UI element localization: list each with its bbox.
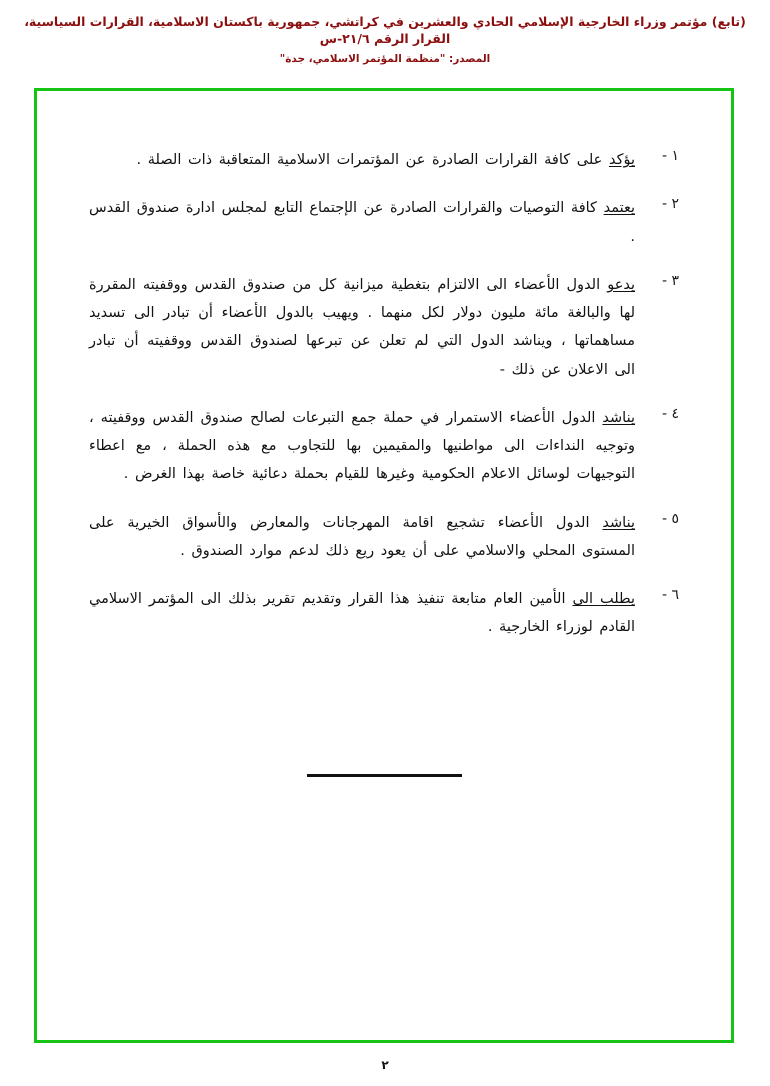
clause-number: ٦ - <box>661 587 679 604</box>
clause-item <box>89 585 679 642</box>
clause-number: ٣ - <box>661 272 679 289</box>
clause-lead-verb: يناشد <box>602 514 635 531</box>
clause-item <box>89 404 679 489</box>
clause-number: ١ - <box>661 148 679 164</box>
end-of-text-rule <box>37 774 731 777</box>
clause-lead-verb: يؤكد <box>608 152 635 168</box>
clause-rest-text: على كافة القرارات الصادرة عن المؤتمرات الاسلامية المتعاقبة ذات الصلة . <box>136 152 609 168</box>
clause-list <box>89 146 679 662</box>
header-source: المصدر: "منظمة المؤتمر الاسلامي، جدة" <box>279 52 491 65</box>
clause-number: ٥ - <box>661 510 679 527</box>
clause-lead-verb: يطلب الى <box>572 591 635 608</box>
page-number: ٢ <box>381 1058 389 1072</box>
clause-item <box>89 271 679 384</box>
clause-item <box>89 194 679 251</box>
document-header <box>0 14 770 65</box>
clause-rest-text: الدول الأعضاء تشجيع اقامة المهرجانات والمعارض والأسواق الخيرية على المستوى المحلي والاسلامي على أن يعود ريع ذلك لدعم موارد الصندوق . <box>89 514 635 559</box>
clause-lead-verb: يدعو <box>607 276 635 293</box>
clause-item <box>89 146 679 174</box>
clause-body <box>89 509 635 566</box>
horizontal-rule <box>307 774 462 777</box>
clause-body <box>89 271 635 384</box>
clause-rest-text: الأمين العام متابعة تنفيذ هذا القرار وتقديم تقرير بذلك الى المؤتمر الاسلامي القادم لوزراء الخارجية . <box>89 591 635 636</box>
clause-number: ٢ - <box>661 196 679 213</box>
clause-lead-verb: يعتمد <box>603 200 635 217</box>
clause-number: ٤ - <box>661 405 679 422</box>
clause-body <box>89 146 635 174</box>
clause-lead-verb: يناشد <box>602 409 635 426</box>
clause-item <box>89 509 679 566</box>
clause-rest-text: الدول الأعضاء الاستمرار في حملة جمع التبرعات لصالح صندوق القدس ووقفيته ، وتوجيه النداءات الى مواطنيها والمقيمين بها للتجاوب مع هذه الحملة ، مع اعطاء التوجيهات لوسائل الاعلام الحكومية وغيرها للقيام بحملة دعائية خاصة بهذا الغرض . <box>89 409 635 483</box>
clause-rest-text: الدول الأعضاء الى الالتزام بتغطية ميزانية كل من صندوق القدس ووقفيته المقررة لها والبالغة مائة مليون دولار لكل منهما . ويهيب بالدول الأعضاء أن تبادر الى تسديد مساهماتها ، ويناشد الدول التي لم تعلن عن تبرعها لصندوق القدس ووقفيته أن تبادر الى الاعلان عن ذلك - <box>89 276 635 378</box>
page-frame <box>34 88 734 1043</box>
clause-body <box>89 404 635 489</box>
header-title: (تابع) مؤتمر وزراء الخارجية الإسلامي الحادي والعشرين في كراتشي، جمهورية باكستان الاسلامية، القرارات السياسية، القرار الرقم ٢١/٦-س <box>24 14 746 46</box>
clause-body <box>89 194 635 251</box>
clause-rest-text: كافة التوصيات والقرارات الصادرة عن الإجتماع التابع لمجلس ادارة صندوق القدس . <box>89 200 635 245</box>
clause-body <box>89 585 635 642</box>
